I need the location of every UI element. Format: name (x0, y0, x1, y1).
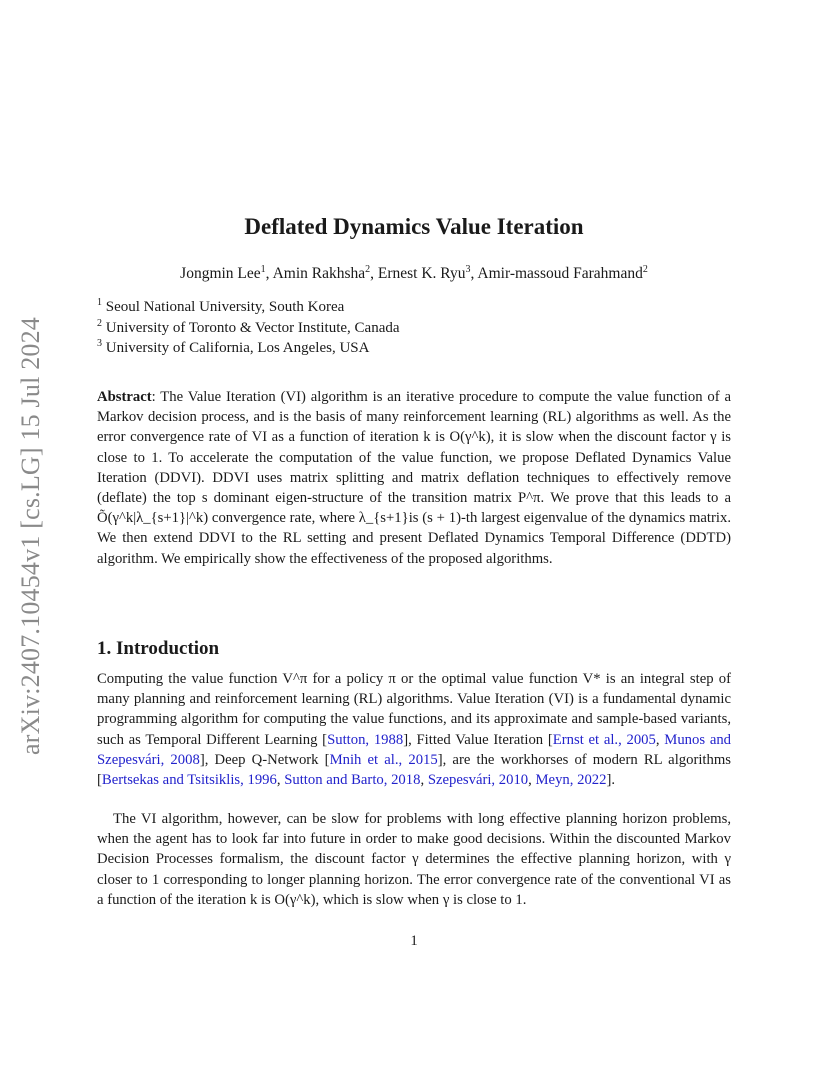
author-affiliation-mark: 1 (260, 264, 266, 275)
author-name: Jongmin Lee (180, 265, 261, 282)
author-name: Amin Rakhsha (272, 265, 366, 282)
intro-paragraph-1: Computing the value function V^π for a policy π or the optimal value function V* is an integral step of many planning and reinforcement learning (RL) algorithms. Value Iteration (VI) is a fundamental dynamic programming algorithm for computing the value functions, and its approximate and sample-based variants, such as Temporal Different Learning [Sutton, 1988], Fitted Value Iteration [Ernst et al., 2005, Munos and Szepesvári, 2008], Deep Q-Network [Mnih et al., 2015], are the workhorses of modern RL algorithms [Bertsekas and Tsitsiklis, 1996, Sutton and Barto, 2018, Szepesvári, 2010, Meyn, 2022]. (97, 671, 732, 789)
affiliation: $^3$ University of California, Los Angeles, USA (97, 338, 370, 356)
author-affiliation-mark: 2 (642, 264, 648, 275)
author-affiliation-mark: 2 (365, 264, 371, 275)
author-affiliation-mark: 3 (465, 264, 471, 275)
citation-link[interactable]: Sutton and Barto, 2018 (284, 772, 421, 789)
paper-title: Deflated Dynamics Value Iteration (244, 214, 584, 239)
author-name: Ernest K. Ryu (377, 265, 466, 282)
page-number: 1 (410, 933, 418, 949)
citation-link[interactable]: Munos and Szepesvári, 2008 (97, 731, 732, 768)
intro-paragraph-2: The VI algorithm, however, can be slow for problems with long effective planning horizon problems, when the agent has to look far into future in order to make good decisions. Within the discounted Markov Decision Processes formalism, the discount factor γ determines the effective planning horizon, with γ closer to 1 corresponding to longer planning horizon. The error convergence rate of the conventional VI as a function of the iteration k is O(γ^k), which is slow when γ is close to 1. (97, 811, 731, 908)
affiliation-list (97, 297, 400, 359)
citation-link[interactable]: Mnih et al., 2015 (329, 751, 438, 768)
citation-link[interactable]: Szepesvári, 2010 (427, 772, 529, 789)
abstract (97, 387, 731, 569)
affiliation: $^2$ University of Toronto & Vector Institute, Canada (97, 317, 400, 336)
affiliation: $^1$ Seoul National University, South Korea (97, 297, 345, 315)
citation-link[interactable]: Sutton, 1988 (327, 731, 404, 748)
citation-link[interactable]: Ernst et al., 2005 (552, 731, 656, 748)
abstract-text: : The Value Iteration (VI) algorithm is an iterative procedure to compute the value function of a Markov decision process, and is the basis of many reinforcement learning (RL) algorithms as well. As the error convergence rate of VI as a function of iteration k is O(γ^k), it is slow when the discount factor γ is close to 1. To accelerate the computation of the value function, we propose Deflated Dynamics Value Iteration (DDVI). DDVI uses matrix splitting and matrix deflation techniques to effectively remove (deflate) the top s dominant eigen-structure of the transition matrix P^π. We prove that this leads to a Õ(γ^k|λ_{s+1}|^k) convergence rate, where λ_{s+1}is (s + 1)-th largest eigenvalue of the dynamics matrix. We then extend DDVI to the RL setting and present Deflated Dynamics Temporal Difference (DDTD) algorithm. We empirically show the effectiveness of the proposed algorithms. (97, 389, 731, 567)
author-list: Jongmin Lee$^1$, Amin Rakhsha$^2$, Ernest K. Ryu$^3$, Amir-massoud Farahmand$^2$ (180, 264, 648, 282)
abstract-label: Abstract (97, 389, 152, 405)
citation-link[interactable]: Bertsekas and Tsitsiklis, 1996 (101, 772, 277, 789)
author-name: Amir-massoud Farahmand (477, 265, 643, 282)
citation-link[interactable]: Meyn, 2022 (535, 772, 607, 789)
arxiv-identifier-stamp: arXiv:2407.10454v1 [cs.LG] 15 Jul 2024 (16, 317, 45, 755)
section-heading: 1. Introduction (97, 638, 220, 659)
